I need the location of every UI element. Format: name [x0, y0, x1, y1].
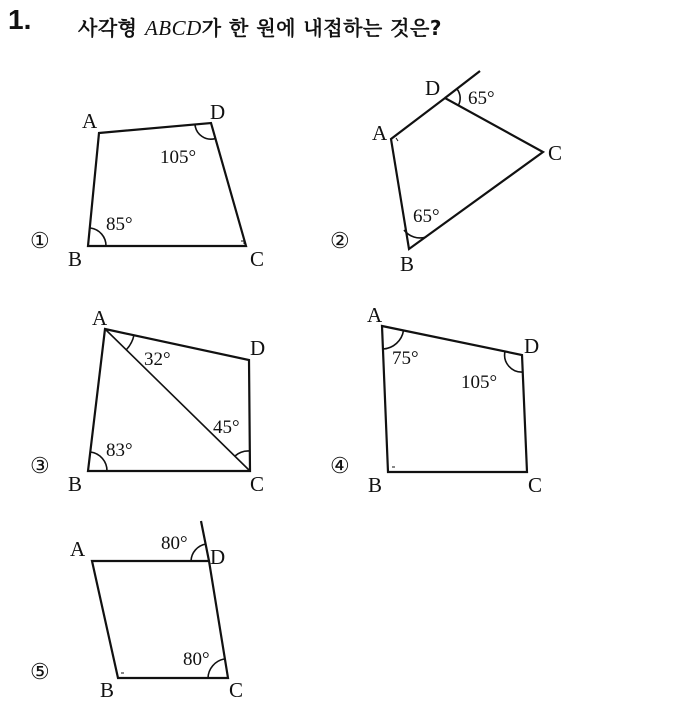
- vertex-label-5-A: A: [70, 537, 86, 561]
- option-5-figure: [30, 521, 243, 702]
- option-marker-4[interactable]: ④: [330, 453, 350, 478]
- vertex-label-5-B: B: [100, 678, 115, 702]
- angle-label-1-B: 85°: [106, 214, 133, 235]
- option-marker-1[interactable]: ①: [30, 228, 50, 253]
- angle-arc-1-B: [91, 228, 107, 246]
- angle-arc-3-C: [235, 451, 250, 456]
- question-text-before: 사각형: [78, 16, 145, 40]
- vertex-label-3-C: C: [250, 472, 265, 496]
- vertex-label-3-A: A: [92, 306, 108, 330]
- vertex-label-1-D: D: [210, 100, 226, 124]
- extension-line-5: [201, 521, 209, 561]
- vertex-label-4-A: A: [367, 303, 383, 327]
- vertex-label-5-D: D: [210, 545, 226, 569]
- angle-label-4-A: 75°: [392, 348, 419, 369]
- question-math: ABCD: [144, 16, 202, 40]
- angle-label-3-C: 45°: [213, 417, 240, 438]
- option-2-figure: [330, 71, 562, 276]
- angle-label-3-B: 83°: [106, 440, 133, 461]
- vertex-label-4-B: B: [368, 473, 383, 497]
- right-mark-1-C: [241, 241, 244, 244]
- angle-label-1-D: 105°: [160, 147, 197, 168]
- option-marker-5[interactable]: ⑤: [30, 659, 50, 684]
- angle-arc-4-A: [383, 331, 404, 350]
- right-mark-2-A: [396, 138, 398, 141]
- option-3-figure: [30, 306, 265, 496]
- vertex-label-2-C: C: [548, 141, 563, 165]
- vertex-label-2-B: B: [400, 252, 415, 276]
- option-marker-2[interactable]: ②: [330, 228, 350, 253]
- angle-arc-3-B: [91, 452, 108, 471]
- angle-arc-2-D: [457, 89, 460, 106]
- vertex-label-1-B: B: [68, 247, 83, 271]
- question-number: 1.: [8, 4, 32, 35]
- vertex-label-3-B: B: [68, 472, 83, 496]
- vertex-label-5-C: C: [229, 678, 244, 702]
- angle-label-5-C: 80°: [183, 649, 210, 670]
- angle-label-2-B: 65°: [413, 206, 440, 227]
- vertex-label-2-A: A: [372, 121, 388, 145]
- option-4-figure: [330, 303, 542, 497]
- angle-label-5-D: 80°: [161, 533, 188, 554]
- angle-arc-5-D: [191, 544, 206, 561]
- vertex-label-4-D: D: [524, 334, 540, 358]
- angle-label-2-D: 65°: [468, 88, 495, 109]
- vertex-label-1-C: C: [250, 247, 265, 271]
- question-text-after: 가 한 원에 내접하는 것은?: [201, 16, 442, 40]
- vertex-label-4-C: C: [528, 473, 543, 497]
- vertex-label-2-D: D: [425, 76, 441, 100]
- vertex-label-1-A: A: [82, 109, 98, 133]
- vertex-label-3-D: D: [250, 336, 266, 360]
- angle-label-3-A: 32°: [144, 349, 171, 370]
- angle-label-4-D: 105°: [461, 372, 498, 393]
- option-1-figure: [30, 100, 264, 271]
- angle-arc-3-A: [126, 335, 134, 350]
- option-marker-3[interactable]: ③: [30, 453, 50, 478]
- angle-arc-5-C: [208, 659, 224, 678]
